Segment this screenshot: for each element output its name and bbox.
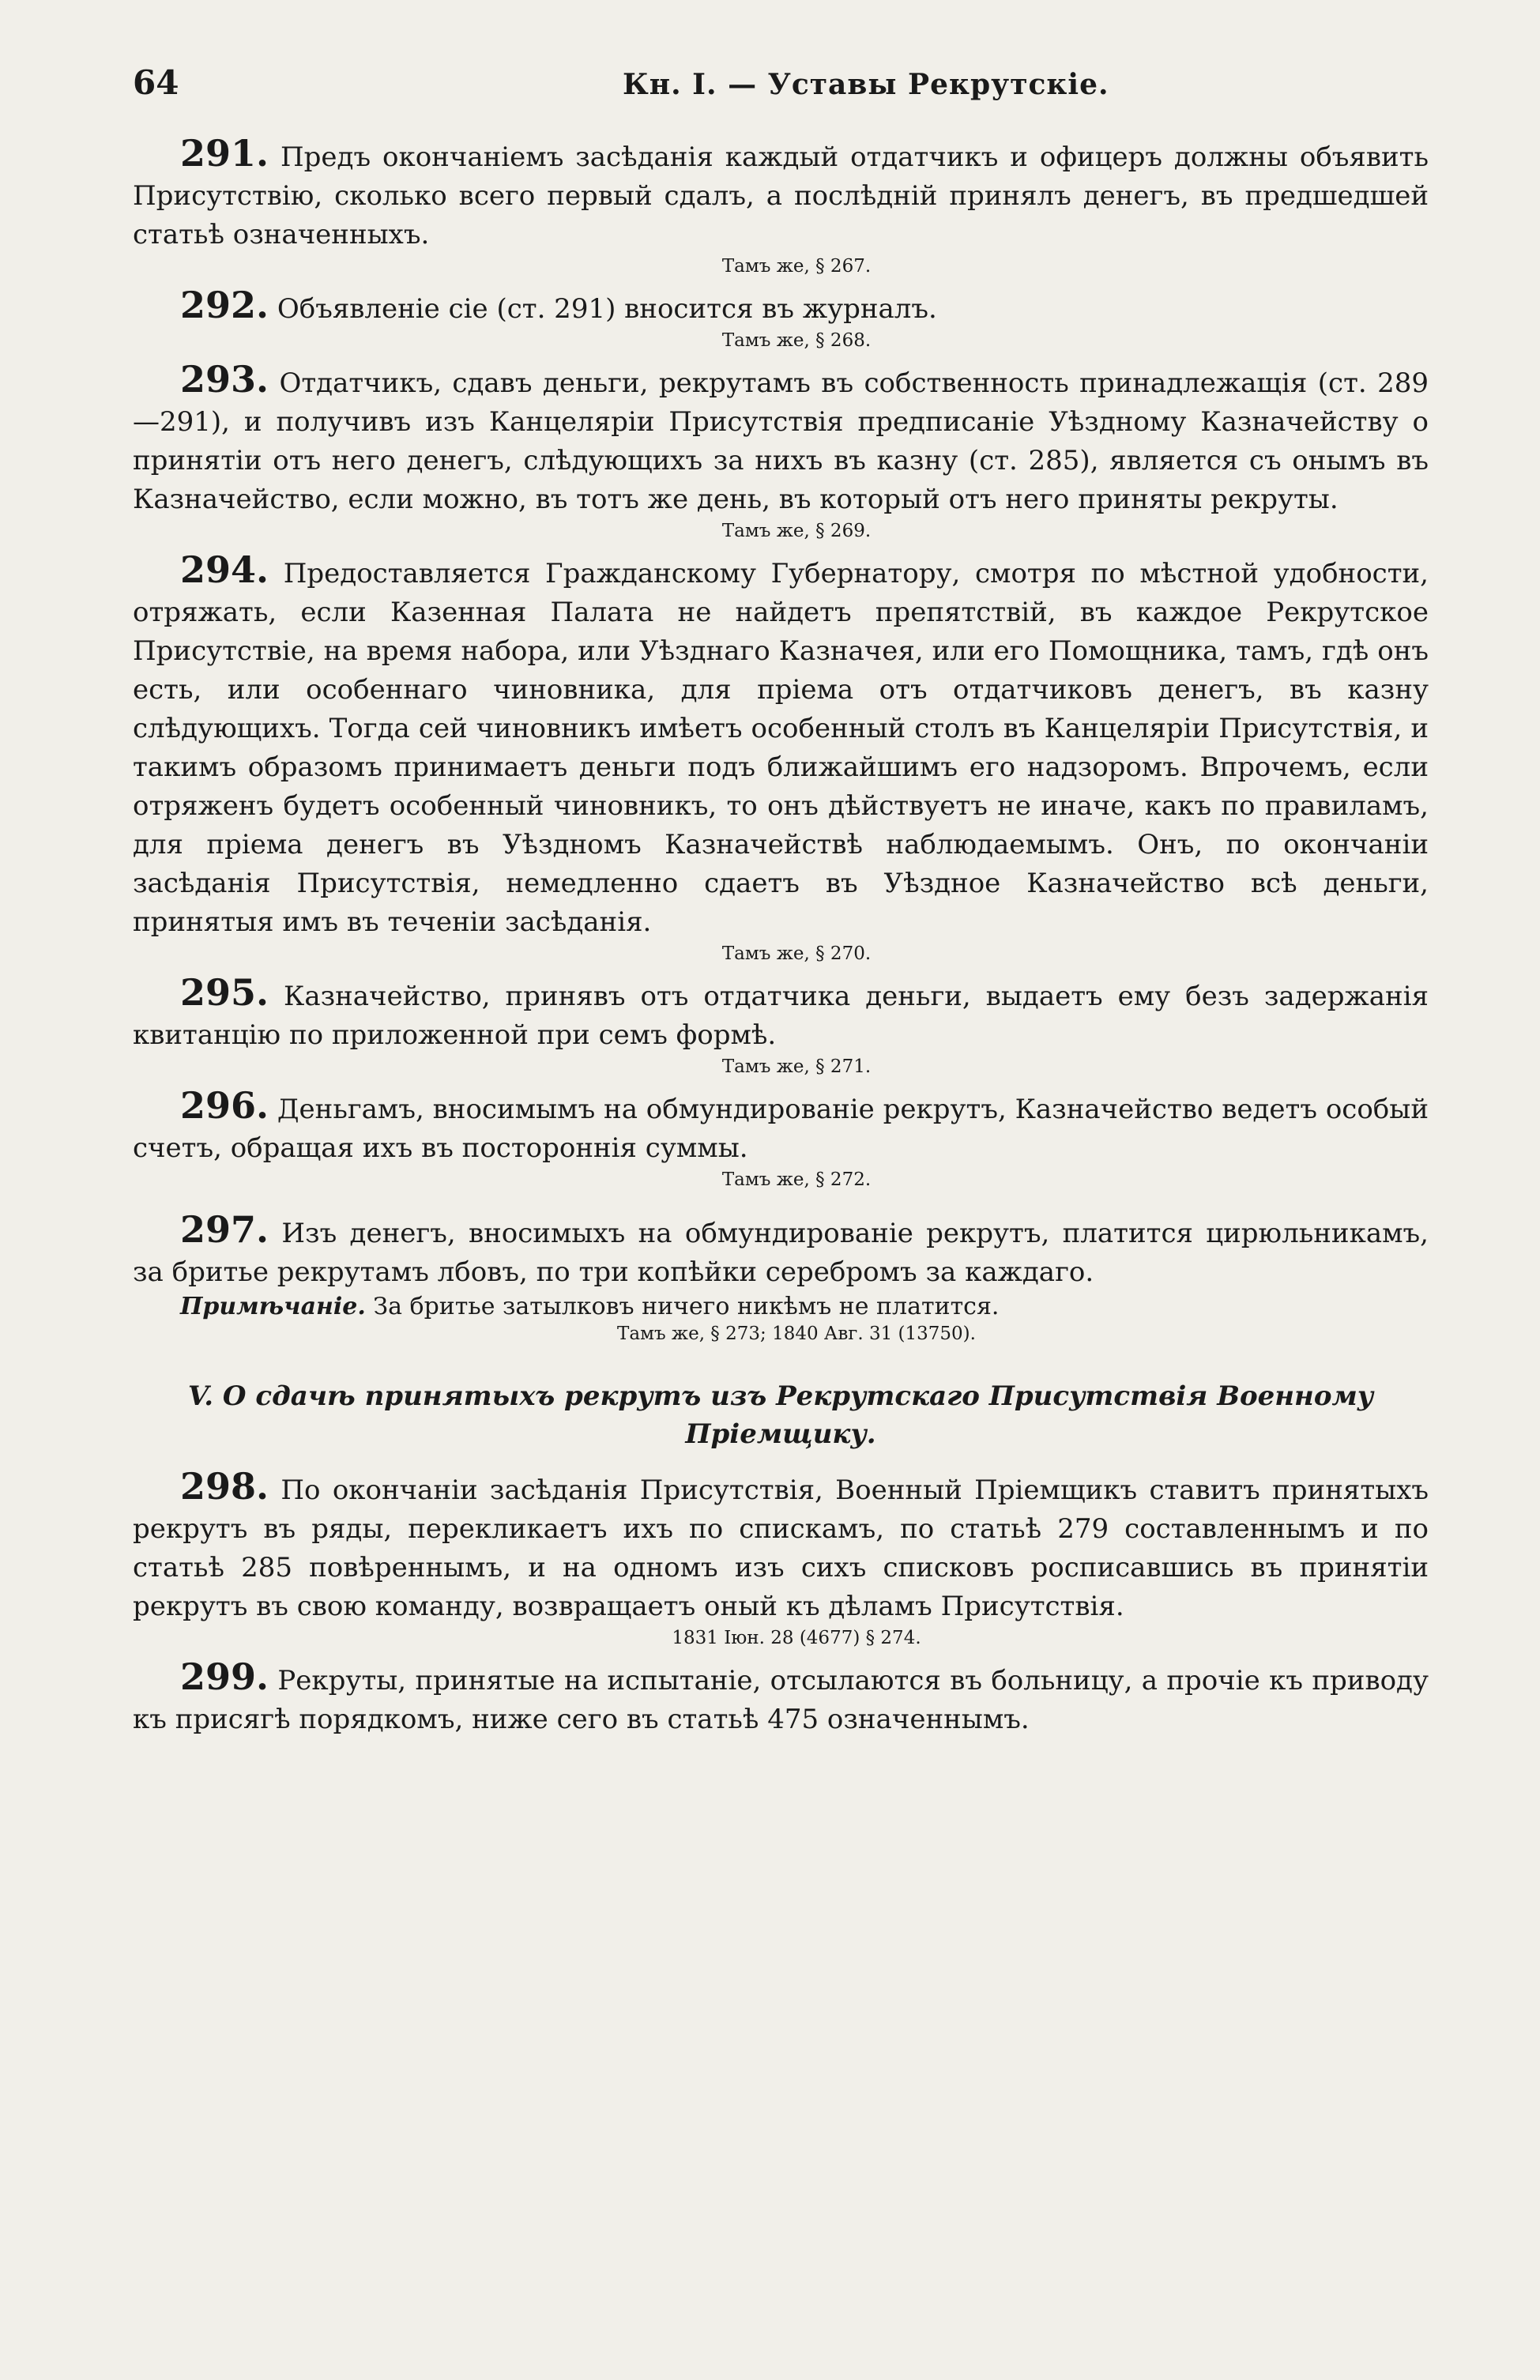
article-paragraph [133, 1655, 1429, 1739]
article-292 [133, 286, 1429, 352]
article-text: Отдатчикъ, сдавъ деньги, рекрутамъ въ собственность принадлежащія (ст. 289—291), и получивъ изъ Канцеляріи Присутствія предписаніе Уѣздному Казначейству о принятіи отъ него денегъ, слѣдующихъ за нихъ въ казну (ст. 285), является съ онымъ въ Казначейство, если можно, въ тотъ же день, въ который отъ него приняты рекруты. [133, 367, 1429, 515]
article-number: 294. [180, 548, 269, 591]
article-paragraph [133, 134, 1429, 254]
article-paragraph [133, 1467, 1429, 1626]
note [133, 1292, 1429, 1322]
article-296 [133, 1086, 1429, 1192]
section-heading: V. О сдачѣ принятыхъ рекрутъ изъ Рекрутскаго Присутствія Военному Пріемщику. [187, 1380, 1374, 1450]
article-number: 299. [180, 1655, 269, 1698]
page-header [133, 63, 1445, 111]
article-number: 296. [180, 1084, 269, 1127]
source-citation: 1831 Іюн. 28 (4677) § 274. [672, 1628, 921, 1648]
article-paragraph [133, 360, 1429, 519]
article-number: 297. [180, 1208, 269, 1251]
article-text: Предъ окончаніемъ засѣданія каждый отдатчикъ и офицеръ должны объявить Присутствію, сколько всего первый сдалъ, а послѣдній принялъ денегъ, въ предшедшей статьѣ означенныхъ. [133, 141, 1429, 250]
article-text: Рекруты, принятые на испытаніе, отсылаются въ больницу, а прочіе къ приводу къ присягѣ порядкомъ, ниже сего въ статьѣ 475 означеннымъ. [133, 1665, 1429, 1735]
article-number: 292. [180, 284, 269, 326]
source-citation: Тамъ же, § 267. [721, 256, 872, 277]
article-text: Казначейство, принявъ отъ отдатчика деньги, выдаетъ ему безъ задержанія квитанцію по приложенной при семъ формѣ. [133, 981, 1429, 1051]
article-number: 293. [180, 358, 269, 401]
article-294 [133, 548, 1429, 966]
page-number: 64 [133, 63, 179, 102]
article-299 [133, 1655, 1429, 1739]
source-citation: Тамъ же, § 271. [721, 1056, 872, 1077]
source-citation: Тамъ же, § 273; 1840 Авг. 31 (13750). [617, 1324, 976, 1344]
article-text: По окончаніи засѣданія Присутствія, Военный Пріемщикъ ставитъ принятыхъ рекрутъ въ ряды, перекликаетъ ихъ по спискамъ, по статьѣ 279 составленнымъ и по статьѣ 285 повѣреннымъ, и на одномъ изъ сихъ списковъ росписавшись въ принятіи рекрутъ въ свою команду, возвращаетъ оный къ дѣламъ Присутствія. [133, 1474, 1429, 1622]
article-298 [133, 1467, 1429, 1650]
article-291 [133, 134, 1429, 278]
note-text: За бритье затылковъ ничего никѣмъ не платится. [373, 1293, 1000, 1320]
article-text: Изъ денегъ, вносимыхъ на обмундированіе рекрутъ, платится цирюльникамъ, за бритье рекрутамъ лбовъ, по три копѣйки серебромъ за каждаго. [133, 1218, 1429, 1288]
article-number: 298. [180, 1465, 269, 1508]
article-295 [133, 973, 1429, 1079]
source-citation: Тамъ же, § 270. [721, 943, 872, 964]
body-text [133, 134, 1429, 1739]
article-text: Объявленіе сіе (ст. 291) вносится въ журналъ. [277, 293, 937, 325]
article-text: Предоставляется Гражданскому Губернатору, смотря по мѣстной удобности, отряжать, если Казенная Палата не найдетъ препятствій, въ каждое Рекрутское Присутствіе, на время набора, или Уѣзднаго Казначея, или его Помощника, тамъ, гдѣ онъ есть, или особеннаго чиновника, для пріема отъ отдатчиковъ денегъ, въ казну слѣдующихъ. Тогда сей чиновникъ имѣетъ особенный столъ въ Канцеляріи Присутствія, и такимъ образомъ принимаетъ деньги подъ ближайшимъ его надзоромъ. Впрочемъ, если отряженъ будетъ особенный чиновникъ, то онъ дѣйствуетъ не иначе, какъ по правиламъ, для пріема денегъ въ Уѣздномъ Казначействѣ наблюдаемымъ. Онъ, по окончаніи засѣданія Присутствія, немедленно сдаетъ въ Уѣздное Казначейство всѣ деньги, принятыя имъ въ теченіи засѣданія. [133, 558, 1429, 938]
running-title: Кн. I. — Уставы Рекрутскіе. [623, 68, 1109, 101]
article-number: 295. [180, 971, 269, 1014]
article-paragraph [133, 286, 1429, 329]
article-paragraph [133, 1086, 1429, 1168]
source-citation: Тамъ же, § 272. [721, 1169, 872, 1190]
source-citation: Тамъ же, § 269. [721, 521, 872, 541]
article-number: 291. [180, 132, 269, 175]
article-paragraph [133, 548, 1429, 942]
article-text: Деньгамъ, вносимымъ на обмундированіе рекрутъ, Казначейство ведетъ особый счетъ, обращая ихъ въ постороннія суммы. [133, 1094, 1429, 1164]
article-paragraph [133, 1208, 1429, 1292]
source-citation: Тамъ же, § 268. [721, 330, 872, 351]
note-label: Примѣчаніе. [180, 1293, 366, 1320]
article-297 [133, 1208, 1429, 1346]
article-paragraph [133, 973, 1429, 1055]
article-293 [133, 360, 1429, 543]
